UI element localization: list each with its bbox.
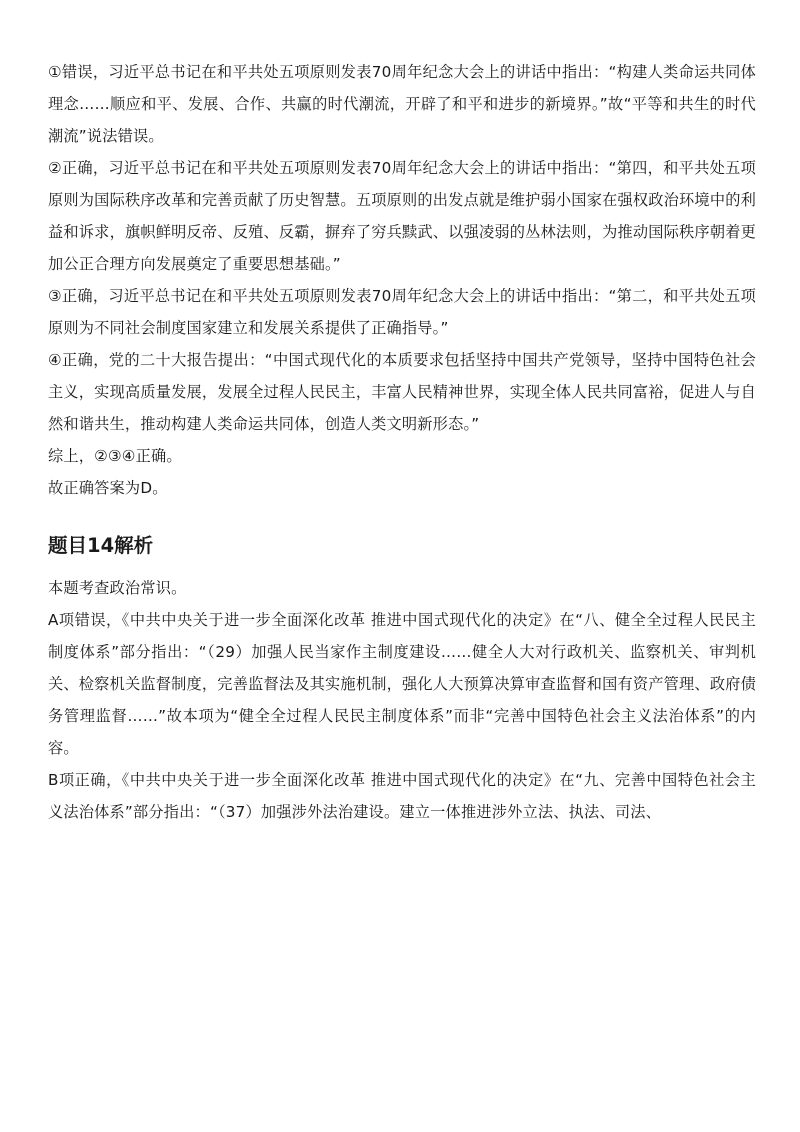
analysis-paragraph-3: ③正确，习近平总书记在和平共处五项原则发表70周年纪念大会上的讲话中指出：“第二，和平共处五项原则为不同社会制度国家建立和发展关系提供了正确指导。” — [48, 287, 756, 337]
section-heading: 题目14解析 — [48, 534, 154, 557]
answer-paragraph: 故正确答案为D。 — [48, 479, 168, 497]
analysis-paragraph-4: ④正确，党的二十大报告提出：“中国式现代化的本质要求包括坚持中国共产党领导，坚持中国特色社会主义，实现高质量发展，发展全过程人民民主，丰富人民精神世界，实现全体人民共同富裕，促进人与自然和谐共生，推动构建人类命运共同体，创造人类文明新形态。” — [48, 351, 756, 433]
option-a-paragraph: A项错误，《中共中央关于进一步全面深化改革 推进中国式现代化的决定》在“八、健全全过程人民民主制度体系”部分指出：“（29）加强人民当家作主制度建设……健全人大对行政机关、监察机关、审判机关、检察机关监督制度，完善监督法及其实施机制，强化人大预算决算审查监督和国有资产管理、政府债务管理监督……”故本项为“健全全过程人民民主制度体系”而非“完善中国特色社会主义法治体系”的内容。 — [48, 611, 756, 757]
topic-paragraph: 本题考查政治常识。 — [48, 579, 187, 597]
document-page — [48, 56, 756, 828]
analysis-paragraph-1: ①错误，习近平总书记在和平共处五项原则发表70周年纪念大会上的讲话中指出：“构建人类命运共同体理念……顺应和平、发展、合作、共赢的时代潮流，开辟了和平和进步的新境界。”故“平等和共生的时代潮流”说法错误。 — [48, 63, 756, 145]
analysis-paragraph-2: ②正确，习近平总书记在和平共处五项原则发表70周年纪念大会上的讲话中指出：“第四，和平共处五项原则为国际秩序改革和完善贡献了历史智慧。五项原则的出发点就是维护弱小国家在强权政治环境中的利益和诉求，旗帜鲜明反帝、反殖、反霸，摒弃了穷兵黩武、以强凌弱的丛林法则，为推动国际秩序朝着更加公正合理方向发展奠定了重要思想基础。” — [48, 159, 756, 273]
section-spacer — [48, 504, 756, 520]
summary-paragraph: 综上，②③④正确。 — [48, 447, 182, 465]
option-b-paragraph: B项正确，《中共中央关于进一步全面深化改革 推进中国式现代化的决定》在“九、完善中国特色社会主义法治体系”部分指出：“（37）加强涉外法治建设。建立一体推进涉外立法、执法、司法、 — [48, 771, 756, 821]
